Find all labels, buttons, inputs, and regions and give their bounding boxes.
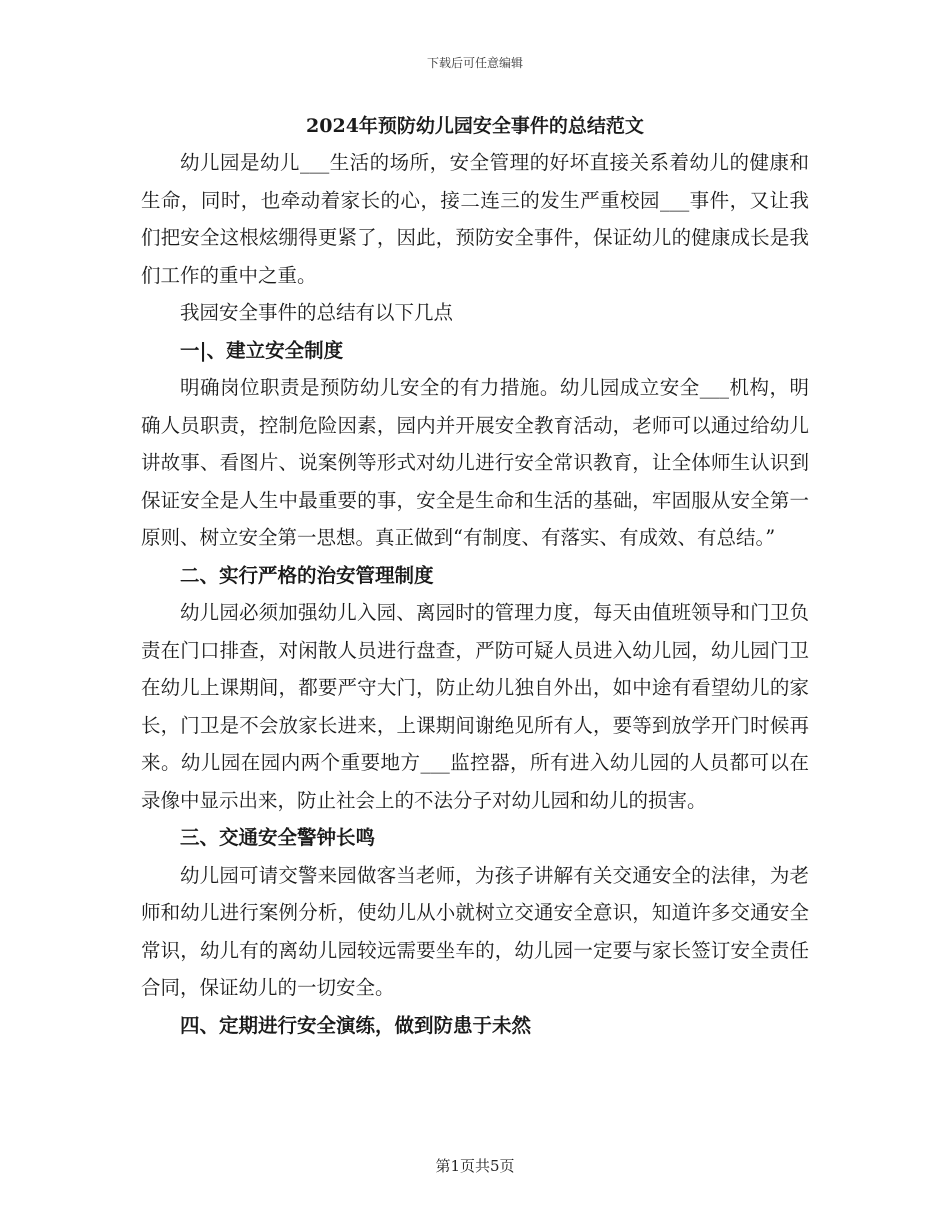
header-note: 下载后可任意编辑: [426, 56, 523, 70]
page-number: 第1页共5页: [435, 1157, 515, 1175]
section-heading-4: 四、定期进行安全演练，做到防患于未然: [180, 1013, 532, 1037]
document-title: 2024年预防幼儿园安全事件的总结范文: [306, 115, 644, 137]
section-heading-1: 一|、建立安全制度: [180, 338, 344, 362]
intro-paragraph: 幼儿园是幼儿___生活的场所，安全管理的好坏直接关系着幼儿的健康和生命，同时，也牵动着家长的心，接二连三的发生严重校园___事件，又让我们把安全这根炫绷得更紧了，因此，预防安全事件，保证幼儿的健康成长是我们工作的重中之重。: [141, 151, 809, 287]
section-body-3: 幼儿园可请交警来园做客当老师，为孩子讲解有关交通安全的法律，为老师和幼儿进行案例分析，使幼儿从小就树立交通安全意识，知道许多交通安全常识，幼儿有的离幼儿园较远需要坐车的，幼儿园一定要与家长签订安全责任合同，保证幼儿的一切安全。: [141, 863, 809, 999]
section-body-2: 幼儿园必须加强幼儿入园、离园时的管理力度，每天由值班领导和门卫负责在门口排查，对闲散人员进行盘查，严防可疑人员进入幼儿园，幼儿园门卫在幼儿上课期间，都要严守大门，防止幼儿独自外出，如中途有看望幼儿的家长，门卫是不会放家长进来，上课期间谢绝见所有人，要等到放学开门时候再来。幼儿园在园内两个重要地方___监控器，所有进入幼儿园的人员都可以在录像中显示出来，防止社会上的不法分子对幼儿园和幼儿的损害。: [141, 601, 809, 812]
section-heading-3: 三、交通安全警钟长鸣: [180, 826, 376, 849]
section-heading-2: 二、实行严格的治安管理制度: [180, 563, 434, 587]
document-body: [141, 112, 809, 1044]
section-body-1: 明确岗位职责是预防幼儿安全的有力措施。幼儿园成立安全___机构，明确人员职责，控制危险因素，园内并开展安全教育活动，老师可以通过给幼儿讲故事、看图片、说案例等形式对幼儿进行安全常识教育，让全体师生认识到保证安全是人生中最重要的事，安全是生命和生活的基础，牢固服从安全第一原则、树立安全第一思想。真正做到“有制度、有落实、有成效、有总结。”: [141, 376, 809, 549]
summary-line: 我园安全事件的总结有以下几点: [180, 301, 454, 324]
